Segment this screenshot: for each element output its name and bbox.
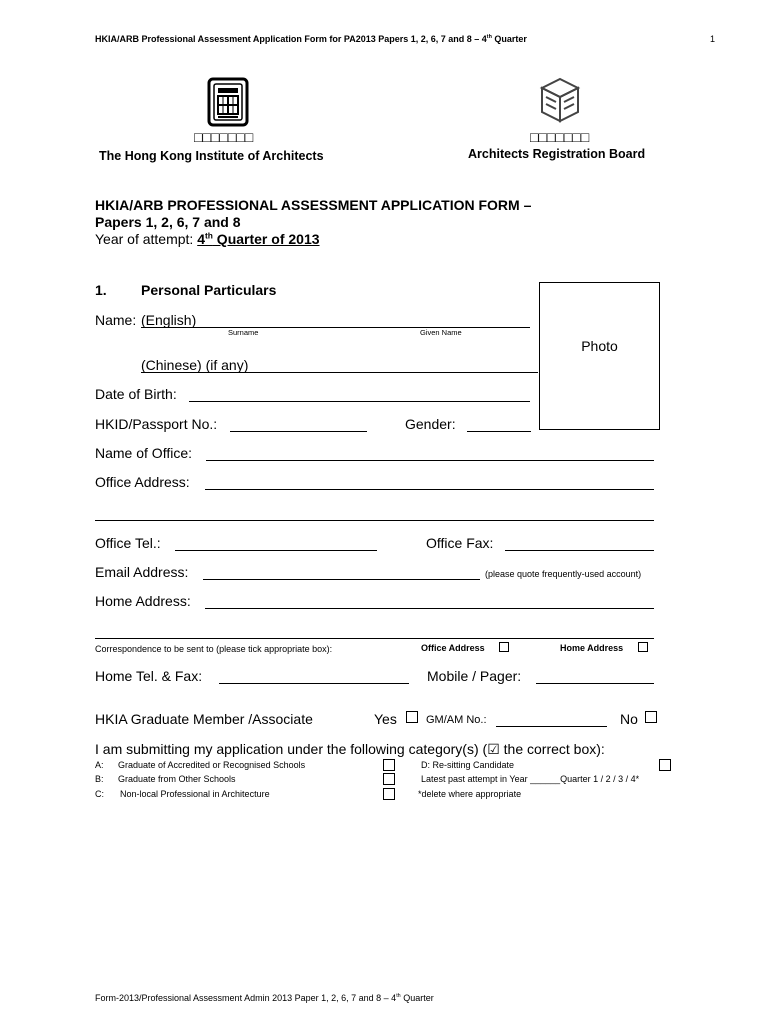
hkid-field[interactable] — [230, 431, 367, 432]
home-address-label: Home Address: — [95, 593, 191, 609]
email-note: (please quote frequently-used account) — [485, 569, 642, 579]
arb-logo-icon — [538, 77, 582, 123]
graduate-label: HKIA Graduate Member /Associate — [95, 711, 313, 727]
page-header: HKIA/ARB Professional Assessment Application Form for PA2013 Papers 1, 2, 6, 7 and 8 – 4th Quarter — [95, 34, 527, 44]
resit-label: D: Re-sitting Candidate — [421, 760, 515, 770]
graduate-no-checkbox[interactable] — [645, 711, 657, 723]
latest-attempt-text: Latest past attempt in Year ______Quarter 1 / 2 / 3 / 4* — [421, 774, 640, 784]
photo-label: Photo — [581, 338, 618, 354]
hkid-label: HKID/Passport No.: — [95, 416, 218, 432]
office-fax-field[interactable] — [505, 550, 654, 551]
section-number: 1. — [95, 282, 107, 298]
arb-chinese-name: □□□□□□□ — [530, 129, 590, 145]
office-name-field[interactable] — [206, 460, 654, 461]
surname-caption: Surname — [228, 328, 259, 337]
category-c-letter: C: — [95, 789, 104, 799]
category-a-text: Graduate of Accredited or Recognised Schools — [118, 760, 306, 770]
correspondence-label: Correspondence to be sent to (please tick appropriate box): — [95, 644, 333, 654]
mobile-field[interactable] — [536, 683, 654, 684]
office-address-field[interactable] — [205, 489, 654, 490]
name-chinese-field[interactable] — [141, 372, 538, 373]
english-label: (English) — [141, 312, 197, 328]
office-address-field-2[interactable] — [95, 520, 654, 521]
gm-label: GM/AM No.: — [426, 714, 487, 726]
section-heading: Personal Particulars — [141, 282, 277, 298]
office-address-option-label: Office Address — [421, 643, 485, 653]
category-a-letter: A: — [95, 760, 104, 770]
category-b-text: Graduate from Other Schools — [118, 774, 236, 784]
photo-box[interactable] — [539, 282, 660, 430]
category-c-text: Non-local Professional in Architecture — [120, 789, 270, 799]
page-footer: Form-2013/Professional Assessment Admin 2013 Paper 1, 2, 6, 7 and 8 – 4th Quarter — [95, 993, 434, 1003]
arb-name: Architects Registration Board — [468, 147, 646, 161]
dob-field[interactable] — [189, 401, 530, 402]
hkia-chinese-name: □□□□□□□ — [194, 129, 254, 145]
category-a-checkbox[interactable] — [383, 759, 395, 771]
hkia-logo-icon — [205, 77, 251, 127]
office-address-checkbox[interactable] — [499, 642, 509, 652]
page-number: 1 — [710, 34, 716, 44]
name-english-field[interactable] — [141, 327, 530, 328]
hkia-name: The Hong Kong Institute of Architects — [99, 149, 324, 163]
gender-label: Gender: — [405, 416, 456, 432]
category-c-checkbox[interactable] — [383, 788, 395, 800]
chinese-name-label: (Chinese) (if any) — [141, 357, 249, 373]
email-field[interactable] — [203, 579, 480, 580]
category-b-checkbox[interactable] — [383, 773, 395, 785]
year-of-attempt: Year of attempt: 4th Quarter of 2013 — [95, 230, 320, 247]
name-label: Name: — [95, 312, 137, 328]
gm-number-field[interactable] — [496, 726, 607, 727]
checked-box-icon: ☑ — [487, 741, 500, 757]
office-tel-label: Office Tel.: — [95, 535, 161, 551]
resit-checkbox[interactable] — [659, 759, 671, 771]
dob-label: Date of Birth: — [95, 386, 177, 402]
email-label: Email Address: — [95, 564, 189, 580]
office-tel-field[interactable] — [175, 550, 377, 551]
form-subtitle: Papers 1, 2, 6, 7 and 8 — [95, 214, 241, 230]
delete-note: *delete where appropriate — [418, 789, 522, 799]
no-label: No — [620, 711, 638, 727]
mobile-label: Mobile / Pager: — [427, 668, 522, 684]
home-address-option-label: Home Address — [560, 643, 624, 653]
office-name-label: Name of Office: — [95, 445, 193, 461]
gender-field[interactable] — [467, 431, 531, 432]
form-title: HKIA/ARB PROFESSIONAL ASSESSMENT APPLICATION FORM – — [95, 197, 532, 213]
graduate-yes-checkbox[interactable] — [406, 711, 418, 723]
home-tel-field[interactable] — [219, 683, 409, 684]
home-address-field-2[interactable] — [95, 638, 654, 639]
yes-label: Yes — [374, 711, 397, 727]
office-fax-label: Office Fax: — [426, 535, 494, 551]
home-address-checkbox[interactable] — [638, 642, 648, 652]
home-address-field[interactable] — [205, 608, 654, 609]
category-b-letter: B: — [95, 774, 104, 784]
category-statement: I am submitting my application under the following category(s) (☑ the correct box): — [95, 741, 605, 757]
given-name-caption: Given Name — [420, 328, 462, 337]
office-address-label: Office Address: — [95, 474, 190, 490]
home-tel-label: Home Tel. & Fax: — [95, 668, 203, 684]
